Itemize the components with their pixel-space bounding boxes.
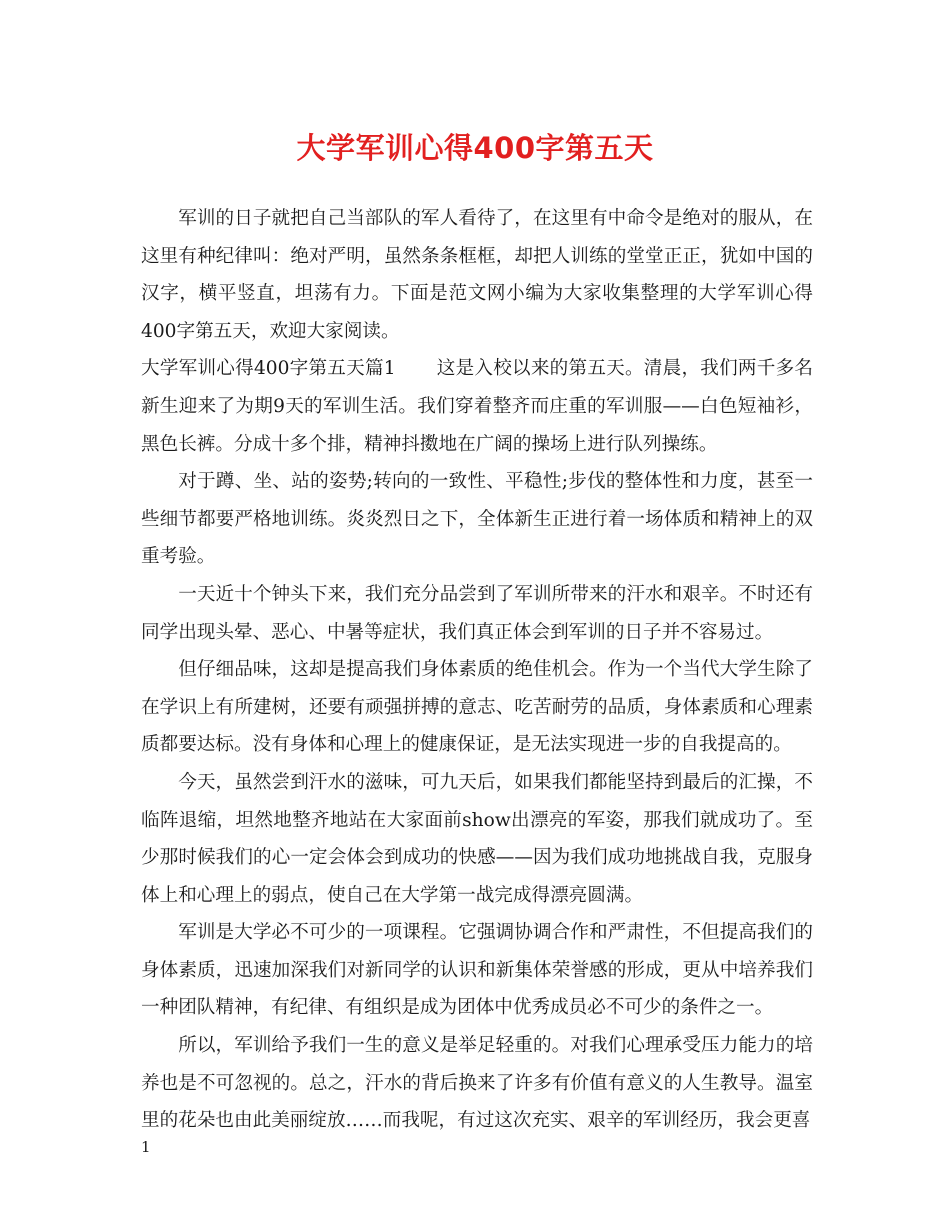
article-first-text: 这是入校以来的第五天。清晨，我们两千多名新生迎来了为期9天的军训生活。我们穿着整齐而庄重的军训服——白色短袖衫，黑色长裤。分成十多个排，精神抖擞地在广阔的操场上进行队列操练。 <box>141 358 813 455</box>
article-heading: 大学军训心得400字第五天篇1 <box>141 358 396 380</box>
body-paragraph: 一天近十个钟头下来，我们充分品尝到了军训所带来的汗水和艰辛。不时还有同学出现头晕、恶心、中暑等症状，我们真正体会到军训的日子并不容易过。 <box>141 583 813 643</box>
body-paragraph: 今天，虽然尝到汗水的滋味，可九天后，如果我们都能坚持到最后的汇操，不临阵退缩，坦然地整齐地站在大家面前show出漂亮的军姿，那我们就成功了。至少那时候我们的心一定会体会到成功的快感——因为我们成功地挑战自我，克服身体上和心理上的弱点，使自己在大学第一战完成得漂亮圆满。 <box>141 771 813 906</box>
body-paragraph: 但仔细品味，这却是提高我们身体素质的绝佳机会。作为一个当代大学生除了在学识上有所建树，还要有顽强拼搏的意志、吃苦耐劳的品质，身体素质和心理素质都要达标。没有身体和心理上的健康保证，是无法实现进一步的自我提高的。 <box>141 659 813 756</box>
document-body <box>141 200 813 1140</box>
intro-paragraph: 军训的日子就把自己当部队的军人看待了，在这里有中命令是绝对的服从，在这里有种纪律叫：绝对严明，虽然条条框框，却把人训练的堂堂正正，犹如中国的汉字，横平竖直，坦荡有力。下面是范文网小编为大家收集整理的大学军训心得400字第五天，欢迎大家阅读。 <box>141 208 813 342</box>
body-paragraph: 所以，军训给予我们一生的意义是举足轻重的。对我们心理承受压力能力的培养也是不可忽视的。总之，汗水的背后换来了许多有价值有意义的人生教导。温室里的花朵也由此美丽绽放……而我呢，有过这次充实、艰辛的军训经历，我会更喜 <box>141 1035 813 1132</box>
body-paragraph: 对于蹲、坐、站的姿势;转向的一致性、平稳性;步伐的整体性和力度，甚至一些细节都要严格地训练。炎炎烈日之下，全体新生正进行着一场体质和精神上的双重考验。 <box>141 471 813 568</box>
article-first-paragraph <box>141 350 813 463</box>
page-number: 1 <box>141 1138 151 1156</box>
document-title: 大学军训心得400字第五天 <box>296 131 654 165</box>
body-paragraph: 军训是大学必不可少的一项课程。它强调协调合作和严肃性，不但提高我们的身体素质，迅速加深我们对新同学的认识和新集体荣誉感的形成，更从中培养我们一种团队精神，有纪律、有组织是成为团体中优秀成员必不可少的条件之一。 <box>141 922 813 1019</box>
